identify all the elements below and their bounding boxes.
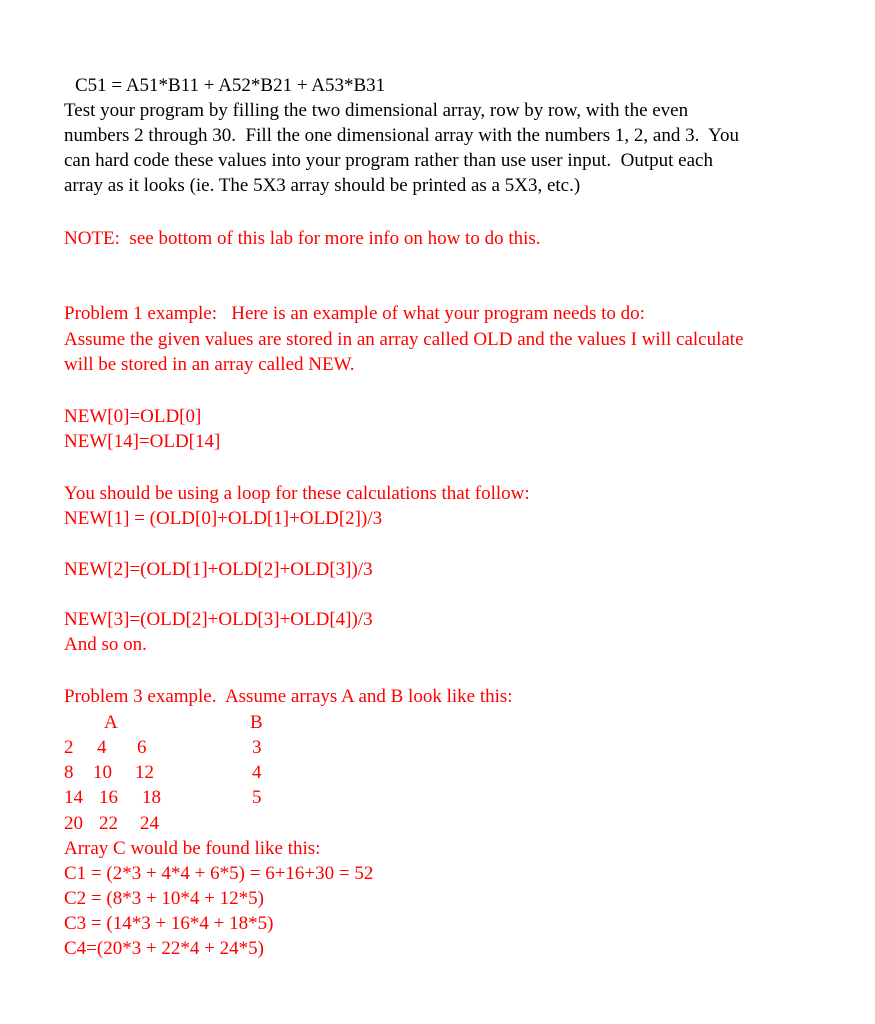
array-b-cell: 5 <box>252 787 262 808</box>
array-b-header: B <box>250 712 263 733</box>
array-a-cell: 4 <box>97 737 107 758</box>
problem3-intro: Problem 3 example. Assume arrays A and B look like this: <box>64 686 513 707</box>
array-a-cell: 16 <box>99 787 118 808</box>
array-a-cell: 14 <box>64 787 83 808</box>
array-a-cell: 2 <box>64 737 74 758</box>
array-b-cell: 4 <box>252 762 262 783</box>
calc-line-1: NEW[1] = (OLD[0]+OLD[1]+OLD[2])/3 <box>64 508 383 529</box>
test-line-1: Test your program by filling the two dimensional array, row by row, with the even <box>64 100 689 121</box>
array-b-cell: 3 <box>252 737 262 758</box>
problem1-intro-line-1: Problem 1 example: Here is an example of what your program needs to do: <box>64 303 645 324</box>
c-line-1: C1 = (2*3 + 4*4 + 6*5) = 6+16+30 = 52 <box>64 863 374 884</box>
array-a-cell: 10 <box>93 762 112 783</box>
test-line-3: can hard code these values into your program rather than use user input. Output each <box>64 150 713 171</box>
array-a-cell: 22 <box>99 813 118 834</box>
calc-line-3: NEW[3]=(OLD[2]+OLD[3]+OLD[4])/3 <box>64 609 373 630</box>
loop-intro: You should be using a loop for these calculations that follow: <box>64 483 530 504</box>
found-line: Array C would be found like this: <box>64 838 321 859</box>
array-a-cell: 8 <box>64 762 74 783</box>
array-a-cell: 12 <box>135 762 154 783</box>
calc-line-2: NEW[2]=(OLD[1]+OLD[2]+OLD[3])/3 <box>64 559 373 580</box>
and-so-on: And so on. <box>64 634 147 655</box>
array-a-header: A <box>104 712 118 733</box>
problem1-intro-line-3: will be stored in an array called NEW. <box>64 354 355 375</box>
c-line-4: C4=(20*3 + 22*4 + 24*5) <box>64 938 264 959</box>
formula-line: C51 = A51*B11 + A52*B21 + A53*B31 <box>75 75 386 96</box>
note-line: NOTE: see bottom of this lab for more info on how to do this. <box>64 228 541 249</box>
array-a-cell: 20 <box>64 813 83 834</box>
copy-line-2: NEW[14]=OLD[14] <box>64 431 221 452</box>
problem1-intro-line-2: Assume the given values are stored in an array called OLD and the values I will calculate <box>64 329 744 350</box>
c-line-2: C2 = (8*3 + 10*4 + 12*5) <box>64 888 264 909</box>
array-a-cell: 18 <box>142 787 161 808</box>
test-line-4: array as it looks (ie. The 5X3 array should be printed as a 5X3, etc.) <box>64 175 581 196</box>
test-line-2: numbers 2 through 30. Fill the one dimensional array with the numbers 1, 2, and 3. You <box>64 125 739 146</box>
c-line-3: C3 = (14*3 + 16*4 + 18*5) <box>64 913 274 934</box>
array-a-cell: 6 <box>137 737 147 758</box>
array-a-cell: 24 <box>140 813 159 834</box>
copy-line-1: NEW[0]=OLD[0] <box>64 406 202 427</box>
